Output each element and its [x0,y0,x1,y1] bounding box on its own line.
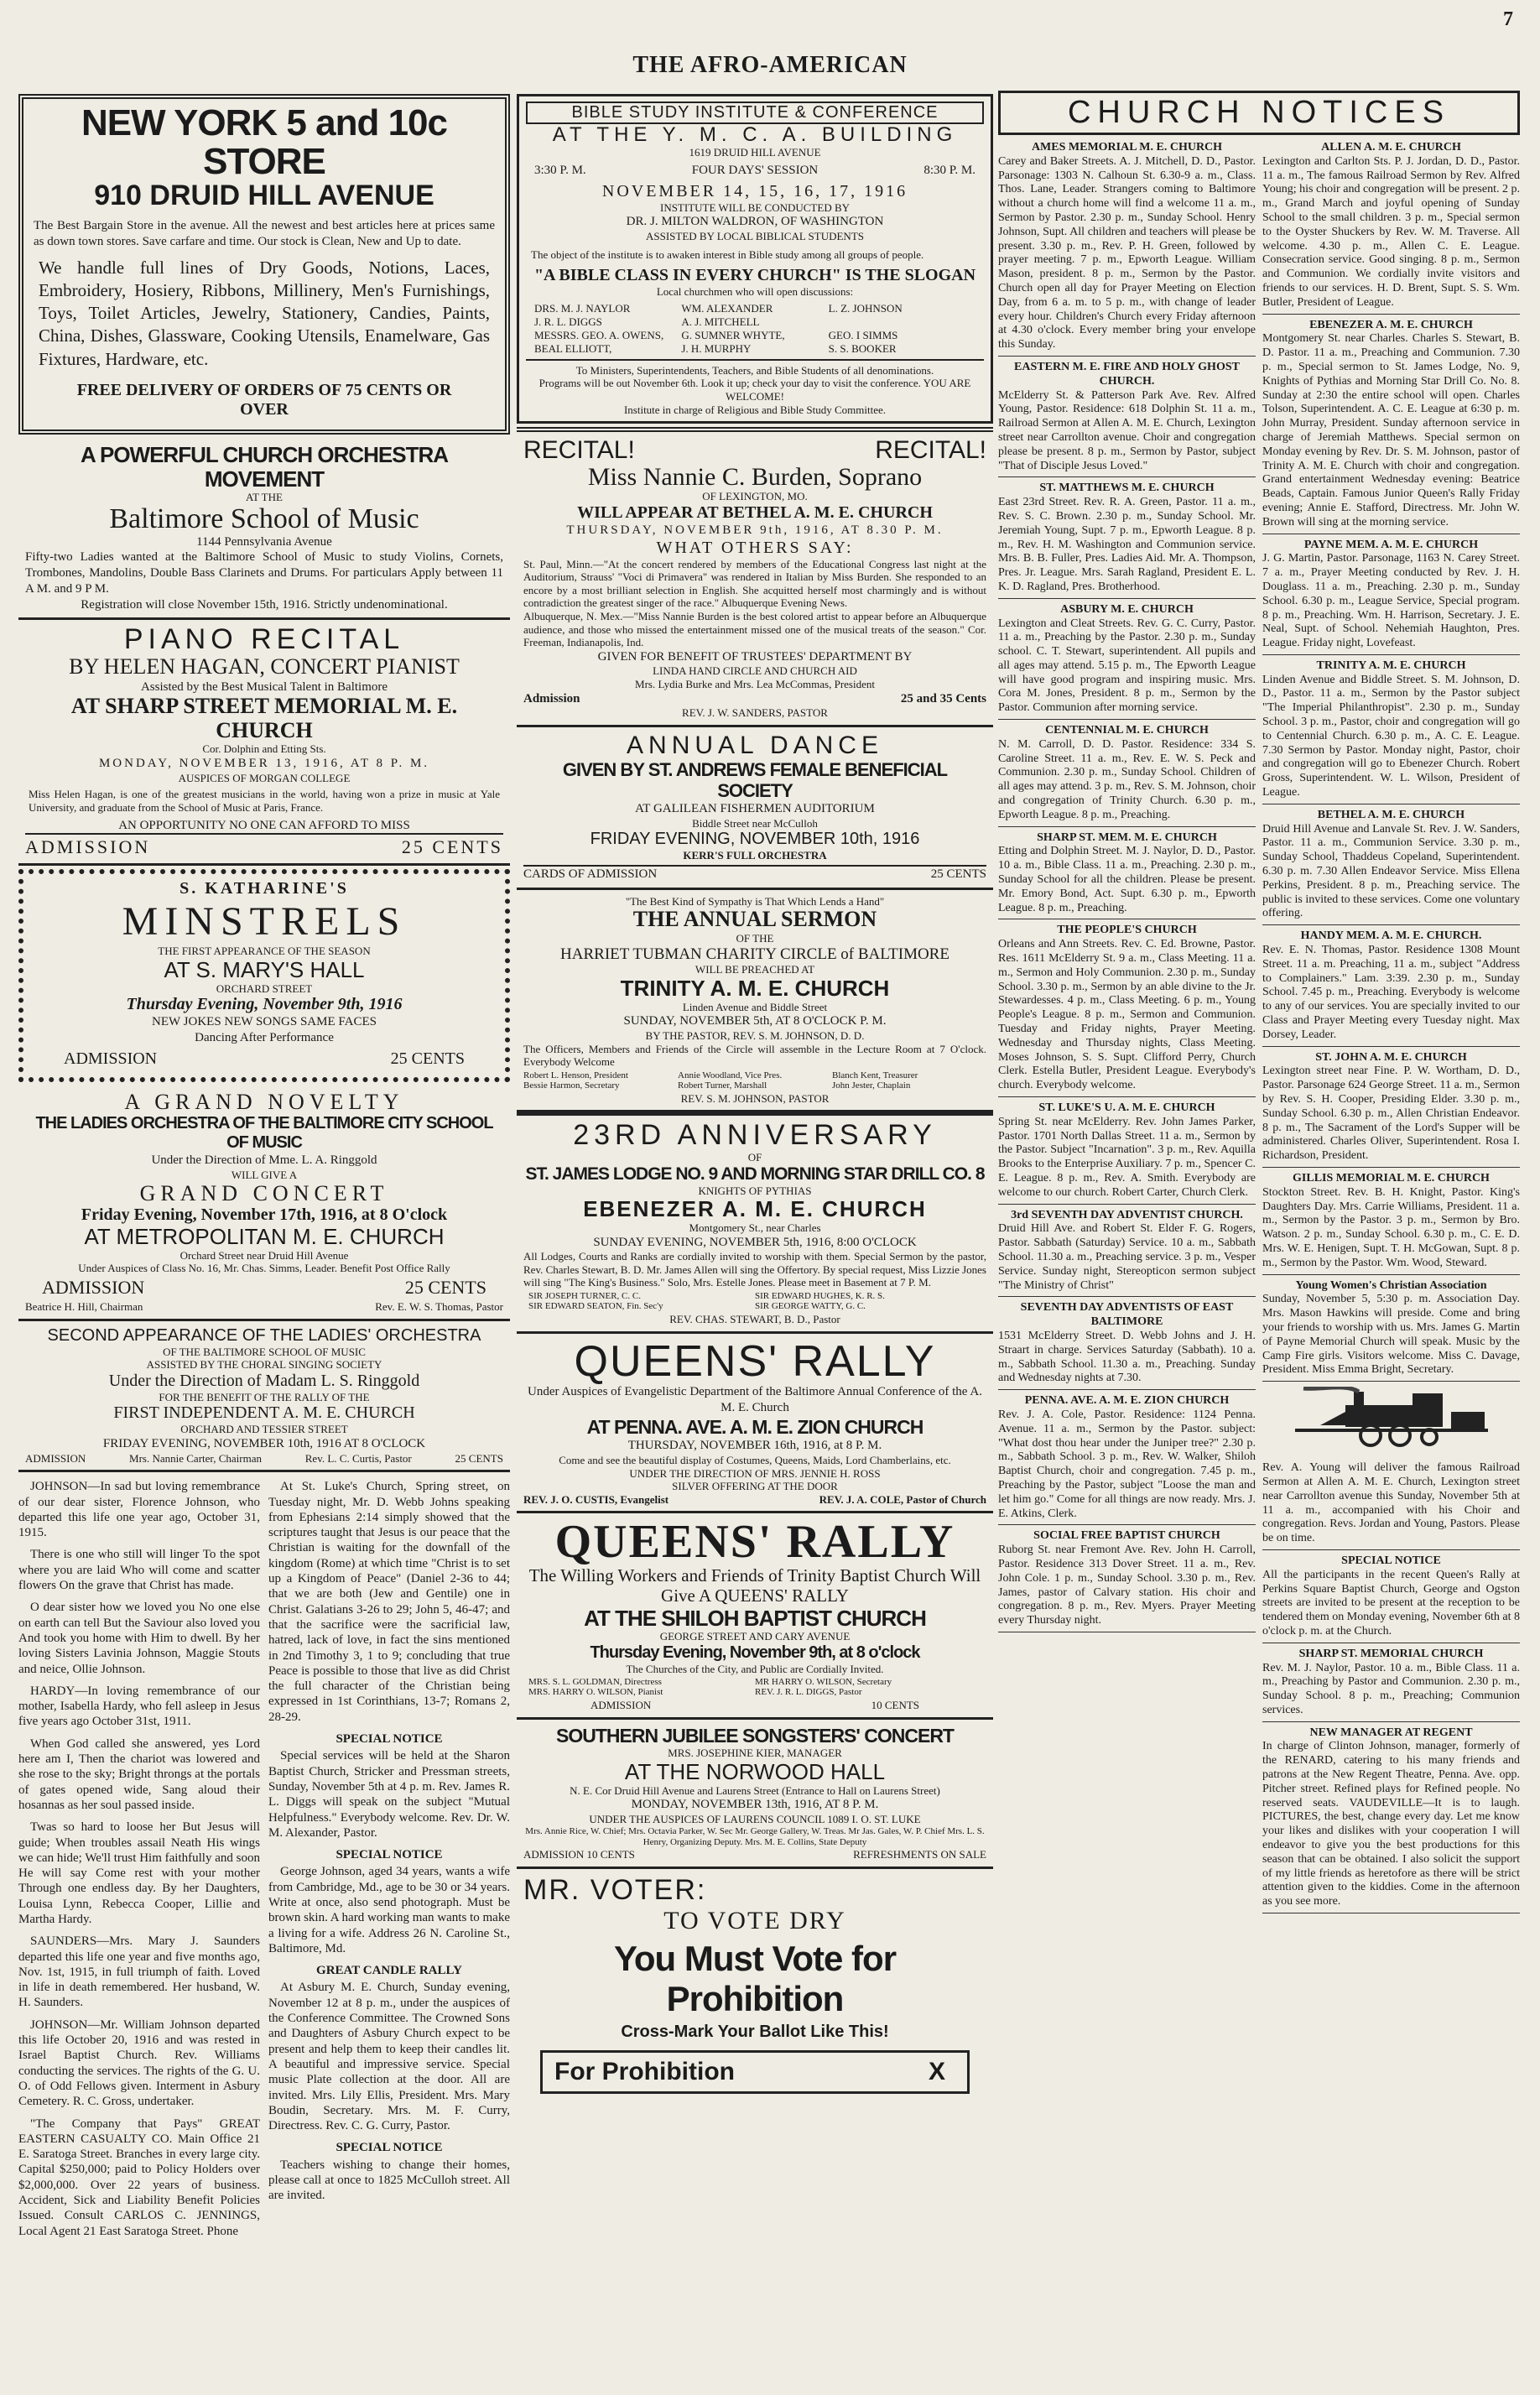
queens2-admission: ADMISSION [591,1699,652,1712]
church-body: Rev. M. J. Naylor, Pastor. 10 a. m., Bible Class. 11 a. m., Preaching by Pastor and Communion. 2.30 p. m., Sunday School. 8 p. m., Preaching; Communion services. [1262,1661,1520,1716]
novelty-direction: Under the Direction of Mme. L. A. Ringgold [151,1153,377,1168]
church-name: THE PEOPLE'S CHURCH [1057,924,1197,937]
anniversary-signature: SIR GEORGE WATTY, G. C. [755,1301,866,1312]
discussant: J. H. MURPHY [681,341,752,355]
discussant: GEO. I SIMMS [828,328,898,341]
second-date: FRIDAY EVENING, NOVEMBER 10th, 1916 AT 8 O'CLOCK [102,1436,426,1450]
recital-others: WHAT OTHERS SAY: [656,538,854,557]
novelty-concert: GRAND CONCERT [139,1180,389,1205]
church-entry [998,921,1256,1097]
queens2-date: Thursday Evening, November 9th, at 8 o'clock [590,1643,920,1662]
anniversary-of: OF [747,1151,762,1164]
orchestra-note: Registration will close November 15th, 1916. Strictly undenominational. [81,597,448,612]
church-entry [998,721,1256,827]
obituary-paragraph: HARDY—In loving remembrance of our mother, Isabella Hardy, who fell asleep in Jesus five years ago October 31st, 1911. [18,1684,260,1729]
queens2-churches: The Churches of the City, and Public are Cordially Invited. [626,1662,884,1675]
church-entry [998,138,1256,357]
queens2-street: GEORGE STREET AND CARY AVENUE [659,1630,851,1643]
sermon-street: Linden Avenue and Biddle Street [682,1000,828,1013]
church-notices-left [998,138,1256,1915]
jubilee-admission: ADMISSION 10 CENTS [523,1847,635,1861]
orchestra-body: Fifty-two Ladies wanted at the Baltimore School of Music to study Violins, Cornets, Trombones, Mandolins, Double Bass Clarinets and Drums. For particulars Apply between 11 A M. and 9 P M. [25,550,503,596]
obituary-paragraph: SAUNDERS—Mrs. Mary J. Saunders departed this life one year and five months ago, Nov. 1st, 1915, in full triumph of faith. Loved in life in death remembered. Her husband, W. H. Saunders. [18,1934,260,2010]
minstrels-title: MINSTRELS [122,899,407,945]
sermon-quote: "The Best Kind of Sympathy is That Which Lends a Hand" [625,894,885,908]
obituary-paragraph: JOHNSON—In sad but loving remembrance of our dear sister, Florence Johnson, who departed this life one year ago, October 31, 1915. [18,1480,260,1540]
minstrels-first: THE FIRST APPEARANCE OF THE SEASON [158,945,371,958]
recital-name: Miss Nannie C. Burden, Soprano [587,462,923,491]
queens2-title: QUEENS' RALLY [554,1516,955,1569]
church-notices-right [1262,138,1520,1915]
piano-venue: AT SHARP STREET MEMORIAL M. E. CHURCH [70,694,458,742]
orchestra-at: AT THE [246,491,283,504]
discussant [829,315,976,329]
bible-title: BIBLE STUDY INSTITUTE & CONFERENCE [526,102,984,124]
sermon-signature: John Jester, Chaplain [832,1080,911,1091]
second-chair: Mrs. Nannie Carter, Chairman [129,1451,262,1465]
novelty-title: A GRAND NOVELTY [124,1089,404,1114]
church-entry [1262,138,1520,315]
queens2-signature: MRS. S. L. GOLDMAN, Directress [528,1677,662,1688]
church-entry [998,358,1256,477]
church-name: PAYNE MEM. A. M. E. CHURCH [1303,538,1479,551]
queens-evangelist: REV. J. O. CUSTIS, Evangelist [523,1492,669,1506]
church-body: Etting and Dolphin Street. M. J. Naylor, D. D., Pastor. 10 a. m., Bible Class. 11 a. m., Preaching. 2.30 p. m., Sunday School for all the children. Please be present. Mr. Emory Bond, Act. Supt. 6.30 p. m., Epworth League. 8 p. m., Preaching. [998,845,1256,914]
second-school: OF THE BALTIMORE SCHOOL OF MUSIC [163,1345,366,1358]
queens-come: Come and see the beautiful display of Costumes, Queens, Maids, Lord Chamberlains, etc. [559,1453,951,1466]
piano-corner: Cor. Dolphin and Etting Sts. [202,742,326,756]
church-name: 3rd SEVENTH DAY ADVENTIST CHURCH. [1011,1208,1243,1221]
church-entry [1262,657,1520,804]
bible-local: Local churchmen who will open discussions: [656,285,854,299]
church-body: Linden Avenue and Biddle Street. S. M. Johnson, D. D., Pastor. 11 a. m., Sermon by the Pastor subject "The Imperial Philanthropist". 2.30 p. m., Sunday School. 3 p. m., Pastor, choir and congregation will go to Centennial Church. 6.30 p. m., A. C. E. League. 7.30 Sermon by Pastor. Monday night, Pastor, choir and congregation will go to Ebenezer Church. Robert Gross, Superintendent. W. L. Wilson, President of League. [1262,673,1520,799]
column-2 [517,91,993,2377]
discussant: MESSRS. GEO. A. OWENS, [534,328,664,341]
anniversary-signature: SIR JOSEPH TURNER, C. C. [528,1291,641,1302]
recital-pastor: REV. J. W. SANDERS, PASTOR [682,706,828,720]
church-body: Lexington and Carlton Sts. P. J. Jordan, D. D., Pastor. 11 a. m., The famous Railroad Sermon by Rev. Alfred Young; his choir and congregation will be present. 2 p. m., Grand March and joyful opening of Sunday School to the small children. 3 p. m., Special sermon to the Oyster Shuckers by Rev. W. M. Traverse. All welcome. 4.30 p. m., Allen C. E. League. Consecration service. Good singing. 8 p. m., Sermon and Communion. We cordially invite visitors and friends to our services. H. D. Brent, Supt. S. S. Wm. Butler, President of League. [1262,154,1520,309]
church-name: EASTERN M. E. FIRE AND HOLY GHOST CHURCH. [1014,360,1240,388]
obituary-paragraph: O dear sister how we loved you No one else on earth can tell But the Saviour also loved you And took you home with Him to dwell. By her loving Sisters Lavinia Johnson, Maggie Stouts and neice, Ollie Johnson. [18,1601,260,1676]
piano-opportunity: AN OPPORTUNITY NO ONE CAN AFFORD TO MISS [118,818,410,832]
anniversary-date: SUNDAY EVENING, NOVEMBER 5th, 1916, 8:00 O'CLOCK [593,1235,917,1249]
dance-price: 25 CENTS [930,867,986,882]
recital-date: THURSDAY, NOVEMBER 9th, 1916, AT 8.30 P. M. [566,523,944,537]
minstrels-admission: ADMISSION [64,1049,158,1068]
voter-cross: Cross-Mark Your Ballot Like This! [621,2022,889,2041]
dance-at: AT GALILEAN FISHERMEN AUDITORIUM [635,802,875,816]
piano-title: PIANO RECITAL [123,623,405,656]
discussant: S. S. BOOKER [828,341,897,355]
church-body: Orleans and Ann Streets. Rev. C. Ed. Browne, Pastor. Res. 1611 McElderry St. 9 a. m., Class Meeting. 11 a. m., Sermon and Holy Communion. 2.30 p. m., Sunday School. 3.30 p. m., Sermon by an able divine to the Jr. Stewardesses. 4 p. m., Class Meeting. 6 p. m., Young People's League. 8 p. m., Sermon and Communion. Tuesday and Friday nights, Prayer Meeting. Wednesday and Thursday nights, Class Meeting. Moses Johnson, S. S. Supt. Clifford Perry, Church Clerk. Estella Butler, President League. Everybody's church. Everybody welcome. [998,938,1256,1092]
church-body: All the participants in the recent Queen's Rally at Perkins Square Baptist Church, George and Ogston streets are invited to be present at the reception to be tendered them on Monday evening, November 6th at 8 o'clock p. m. at the Church. [1262,1568,1520,1637]
discussant: J. R. L. DIGGS [534,315,602,328]
recital-admission: Admission [523,691,580,705]
church-name: TRINITY A. M. E. CHURCH [1316,659,1466,672]
grand-novelty-ad [18,1086,510,1321]
sermon-church: TRINITY A. M. E. CHURCH [620,976,890,1002]
church-name: SHARP ST. MEM. M. E. CHURCH [1037,830,1217,844]
obituary-paragraph: There is one who still will linger To the spot where you are laid Who will come and scatter flowers On the grave that Christ has made. [18,1548,260,1593]
obituary-paragraph: JOHNSON—Mr. William Johnson departed this life October 20, 1916 and was rested in Israel Baptist Church. Rev. Williams conducting the services. The rights of the G. U. O. of Odd Fellows given. Interment in Asbury Cemetery. R. C. Gross, undertaker. [18,2018,260,2109]
bible-session: FOUR DAYS' SESSION [691,163,819,177]
sermon-by: BY THE PASTOR, REV. S. M. JOHNSON, D. D. [645,1028,865,1042]
column-1 [18,91,510,2377]
second-pastor: Rev. L. C. Curtis, Pastor [304,1451,412,1465]
bible-to: To Ministers, Superintendents, Teachers, and Bible Students of all denominations. [575,363,934,377]
church-entry [1262,927,1520,1046]
minstrels-new: NEW JOKES NEW SONGS SAME FACES [152,1015,377,1029]
novelty-ladies: THE LADIES ORCHESTRA OF THE BALTIMORE CITY SCHOOL OF MUSIC [35,1114,493,1153]
church-body: Lexington and Cleat Streets. Rev. G. C. Curry, Pastor. 11 a. m., Preaching by the Pastor. 2.30 p. m., Sunday school. C. T. Stewart, superintendent. All pupils and all ages may attend. 5.15 p. m., The Epworth League will have good program and inspiring music. Mrs. Cora M. Jones, President. 8 p. m., Sermon by the Pastor. Communion after morning service. [998,617,1256,715]
church-body: Ruborg St. near Fremont Ave. Rev. John H. Carroll, Pastor. Residence 313 Dover Street. 11 a. m., Rev. John Cole. 1 p. m., Sunday School. 3.30 p. m., Rev. James, pastor of Calvary station. His choir and congregation. 8 p. m., Rev. Myers. Prayer Meeting every Thursday night. [998,1544,1256,1627]
church-body: East 23rd Street. Rev. R. A. Green, Pastor. 11 a. m., Rev. S. C. Brown. 2.30 p. m., Sunday School. Mr. Jeremiah Young, Supt. 7 p. m., Epworth League. 8 p. m., Rev. H. M. Washington and Communion service. Mrs. B. B. Fuller, Pres. Ladies Aid. Mr. A. Thompson, Pres. Jr. League. Mrs. Sarah Ragland, President E. L. K. D. Ragland, Pres. Brotherhood. [998,496,1256,593]
queens-rally-zion-ad [517,1334,993,1514]
church-name: GILLIS MEMORIAL M. E. CHURCH [1293,1171,1490,1184]
church-name: SHARP ST. MEMORIAL CHURCH [1298,1647,1484,1660]
queens-title: QUEENS' RALLY [574,1336,936,1386]
church-entry [998,1099,1256,1205]
church-entry [998,1527,1256,1632]
insurance-ad: "The Company that Pays" GREAT EASTERN CASUALTY CO. Main Office 21 E. Saratoga Street. Branches in every large city. Capital $250,000; paid to Policy Holders over $2,000,000. Over 22 years of business. Accident, Sick and Liability Benefit Policies Issued. Consult CARLOS C. JENNINGS, Local Agent 21 East Saratoga Street. Phone [18,2116,260,2238]
queens-venue: AT PENNA. AVE. A. M. E. ZION CHURCH [586,1415,923,1438]
novelty-venue: AT METROPOLITAN M. E. CHURCH [84,1224,445,1250]
voter-ad [517,1869,993,2107]
discussant: DRS. M. J. NAYLOR [534,301,631,315]
recital-from: OF LEXINGTON, MO. [702,490,808,503]
candle-rally-heading: GREAT CANDLE RALLY [316,1964,462,1978]
recital-circle: LINDA HAND CIRCLE AND CHURCH AID [653,664,857,678]
queens-offering: SILVER OFFERING AT THE DOOR [672,1480,838,1493]
sermon-signature: Blanch Kent, Treasurer [832,1070,918,1080]
church-name: SEVENTH DAY ADVENTISTS OF EAST BALTIMORE [1020,1301,1234,1329]
recital-quote: Albuquerque, N. Mex.—"Miss Nannie Burden is the best colored artist to appear before an Albuquerque audience, and those who missed the entertainment missed one of the musical treats of the season." Cor. Freeman, Indianapolis, Ind. [523,609,986,649]
church-name: SOCIAL FREE BAPTIST CHURCH [1033,1529,1220,1543]
obituary-left [18,1479,260,2246]
church-name: NEW MANAGER AT REGENT [1309,1726,1473,1739]
sermon-rev: REV. S. M. JOHNSON, PASTOR [680,1091,830,1105]
recital-appear: WILL APPEAR AT BETHEL A. M. E. CHURCH [577,502,933,522]
piano-date: MONDAY, NOVEMBER 13, 1916, AT 8 P. M. [98,757,430,771]
church-entry [1262,1169,1520,1275]
teacher-notice: Teachers wishing to change their homes, please call at once to 1825 McCulloh street. All are invited. [268,2158,510,2203]
queens-pastor: REV. J. A. COLE, Pastor of Church [819,1492,986,1506]
piano-price: 25 CENTS [401,836,503,858]
minstrels-price: 25 CENTS [390,1049,465,1068]
bible-assisted: ASSISTED BY LOCAL BIBLICAL STUDENTS [645,230,864,243]
novelty-chair: Beatrice H. Hill, Chairman [25,1299,143,1313]
bible-conducted: INSTITUTE WILL BE CONDUCTED BY [659,200,851,214]
bible-address: 1619 DRUID HILL AVENUE [689,146,821,159]
discussant: L. Z. JOHNSON [828,301,903,315]
church-name: CENTENNIAL M. E. CHURCH [1045,724,1209,737]
masthead: THE AFRO-AMERICAN [632,52,908,78]
store-ad [18,94,510,435]
second-assisted: ASSISTED BY THE CHORAL SINGING SOCIETY [146,1358,382,1372]
church-entry [1262,1277,1520,1382]
church-name: AMES MEMORIAL M. E. CHURCH [1031,141,1223,154]
anniversary-lodge: ST. JAMES LODGE NO. 9 AND MORNING STAR DRILL CO. 8 [525,1164,985,1184]
store-body: We handle full lines of Dry Goods, Notions, Laces, Embroidery, Hosiery, Ribbons, Millinery, Men's Furnishings, Toys, Toilet Articles, Jewelry, Stationery, Candies, Paints, China, Dishes, Glassware, Cooking Utensils, Enamelware, Gas Fixtures, Hardware, etc. [39,257,490,369]
special-notice: Special services will be held at the Sharon Baptist Church, Stricker and Pressman streets, Sunday, November 5th at 4 p. m. Rev. James R. L. Diggs will speak on the subject "Mutual Helpfulness." Everybody welcome. Rev. Dr. W. M. Alexander, Pastor. [268,1749,510,1840]
bible-slogan: "A BIBLE CLASS IN EVERY CHURCH" IS THE SLOGAN [533,266,976,285]
church-notices-band: CHURCH NOTICES [998,91,1520,135]
second-street: ORCHARD AND TESSIER STREET [180,1423,348,1436]
church-name: ASBURY M. E. CHURCH [1060,602,1194,616]
sermon-signature: Bessie Harmon, Secretary [523,1080,620,1091]
sermon-circle: HARRIET TUBMAN CHARITY CIRCLE of BALTIMORE [560,945,949,963]
voter-title: MR. VOTER: [523,1873,707,1906]
church-name: ST. LUKE'S U. A. M. E. CHURCH [1038,1101,1215,1114]
sermon-will: WILL BE PREACHED AT [695,963,815,976]
sermon-title: THE ANNUAL SERMON [632,907,877,932]
orchestra-school: Baltimore School of Music [109,502,419,534]
novelty-pastor: Rev. E. W. S. Thomas, Pastor [375,1299,503,1313]
discussant: BEAL ELLIOTT, [534,341,612,355]
minstrels-hall: AT S. MARY'S HALL [164,956,365,982]
novelty-street: Orchard Street near Druid Hill Avenue [179,1248,349,1262]
church-entry [1262,1645,1520,1722]
dance-orchestra: KERR'S FULL ORCHESTRA [683,849,827,862]
bible-programs: Programs will be out November 6th. Look it up; check your day to visit the conference. YOU ARE WELCOME! [538,377,971,404]
dance-by: GIVEN BY ST. ANDREWS FEMALE BENEFICIAL SOCIETY [562,758,948,801]
church-entry [1262,1049,1520,1168]
recital-quote: St. Paul, Minn.—"At the concert rendered by members of the Educational Congress last night at the Auditorium, Strauss' "Voci di Primavera" was rendered in Italian by Miss Burden. She responded to an encore by a most brilliant selection in English. She acquitted herself most charmingly and is without contradiction the greatest singer of the race." Albuquerque Evening News. [523,557,986,610]
church-body: Rev. A. Young will deliver the famous Railroad Sermon at Allen A. M. E. Church, Lexington street near Carrollton avenue this Sunday, November 5th at 11 a. m., accompanied with his Choir and congregation. Revs. Jordan and Young, Pastors. Please be on time. [1262,1461,1520,1545]
church-entry [1262,316,1520,534]
queens-direction: UNDER THE DIRECTION OF MRS. JENNIE H. ROSS [629,1466,881,1480]
church-body: Stockton Street. Rev. B. H. Knight, Pastor. King's Daughters Day. Mrs. Carrie Williams, President. 11 a. m., Sermon by the Pastor. 3 p. m., Sermon by Bro. Watson. 2 p. m., Sunday School. 6.30 p. m., C. E. D. Mrs. W. E. Henigen, Supt. T. H. McGowan, Supt. 8 p. m., Sermon by the Pastor. Wm. Wood, Steward. [1262,1185,1520,1269]
jubilee-concert-ad [517,1720,993,1869]
orchestra-address: 1144 Pennsylvania Avenue [196,534,332,549]
anniversary-pastor: REV. CHAS. STEWART, B. D., Pastor [669,1313,840,1326]
recital-price: 25 and 35 Cents [900,691,986,705]
store-intro: The Best Bargain Store in the avenue. All the newest and best articles here at prices same as down town stores. Save carfare and time. Our stock is Clean, New and Up to date. [34,219,495,248]
minstrels-ad [18,869,510,1081]
bible-leader: DR. J. MILTON WALDRON, OF WASHINGTON [626,215,884,229]
church-body: McElderry St. & Patterson Park Ave. Rev. Alfred Young, Pastor. Residence: 618 Dolphin St. 11 a. m., Railroad Sermon at Allen A. M. E. Church, Lexington street near Carrollton avenue. Choir and congregation please be present. 8 p. m., Sermon by Pastor, subject "That of Disciple Jesus Loved." [998,388,1256,472]
queens2-venue: AT THE SHILOH BAPTIST CHURCH [584,1605,926,1631]
novelty-date: Friday Evening, November 17th, 1916, at 8 O'clock [81,1205,448,1225]
bible-discussants [534,302,976,356]
queens2-price: 10 CENTS [871,1699,919,1712]
sermon-report: At St. Luke's Church, Spring street, on Tuesday night, Mr. D. Webb Johns speaking from Ephesians 2:14 simply showed that the scriptures taught that Jesus is our peace that the Christian is waiting for the downfall of the kingdom (Rome) at which time "Christ is to set up a Kingdom of Peace" (Daniel 2-36 to 44; that we are both (Jew and Gentile) one in Christ. Galatians 3-26 to 29; John 5, 46-47; and that the sacrifice were the sacrificial law, hatred, lack of love, in fact the sins mentioned in 2nd Timothy 3, 1 to 9; concluding that true Peace is possible to those that live as did Christ the full character of the Christian being expressed in 1st Corinthians, 13-7; Romans 2, 28-29. [268,1480,510,1724]
novelty-price: 25 CENTS [404,1276,486,1298]
dance-date: FRIDAY EVENING, NOVEMBER 10th, 1916 [590,830,920,849]
church-body: Carey and Baker Streets. A. J. Mitchell, D. D., Pastor. Parsonage: 1303 N. Calhoun St. 6.30-9 a. m., Class. Thos. Lane, Leader. Strangers coming to Baltimore without a church home will find a welcome 11 a. m., Sermon by Pastor. 2.30 p. m., Sunday School. Henry Johnson, Supt. All children and teachers will please be present. 3.30 p. m., Rev. P. H. Green, followed by prayer meeting. 7 p. m., Epworth League. William Mason, president. 8 p. m., Sermon by the Pastor. Church open all day for Prayer Meeting on Election Day, from 6 a. m. to 5 p. m., with change of leader every hour. Children's Church every Friday afternoon at 4.30 o'clock. Every member bring your envelope this Sunday. [998,154,1256,351]
piano-recital-ad [18,620,510,866]
sermon-date: SUNDAY, NOVEMBER 5th, AT 8 O'CLOCK P. M. [623,1014,887,1028]
special-notice: George Johnson, aged 34 years, wants a wife from Cambridge, Md., age to be 30 or 34 years. Write at once, also send photograph. Must be brown skin. A hard working man wants to make a living for a wife. Address 26 N. Caroline St., Baltimore, Md. [268,1865,510,1955]
anniversary-signature: SIR EDWARD HUGHES, K. R. S. [755,1291,885,1302]
obituary-paragraph: When God called she answered, yes Lord here am I, Then the chariot was lowered and she rose to the sky; Bright throngs at the portals of gates opened wide, Sang aloud their hosannas as her soul passed inside. [18,1736,260,1812]
church-entry [998,1392,1256,1525]
church-entry [1262,1552,1520,1643]
special-notice-heading: SPECIAL NOTICE [336,1732,443,1747]
queens2-signature: MR HARRY O. WILSON, Secretary [755,1677,892,1688]
voter-must: You Must Vote for Prohibition [613,1938,897,2018]
church-entry [998,479,1256,598]
second-price: 25 CENTS [455,1451,503,1465]
ballot-label: For Prohibition [554,2057,735,2085]
sermon-signature: Robert L. Henson, President [523,1070,628,1080]
candle-rally: At Asbury M. E. Church, Sunday evening, November 12 at 8 p. m., under the auspices of the Conference Committee. The Crowned Sons and Daughters of Asbury Church expect to be present and help them to keep their candles lit. A beautiful and impressive service. Special music Plate collection at the door. All are invited. Mrs. Lily Ellis, President. Mrs. Mary Boudin, Secretary. Mrs. M. F. Curry, Directress. Rev. C. G. Curry, Pastor. [268,1981,510,2133]
anniversary-title: 23RD ANNIVERSARY [573,1119,937,1152]
church-name: ST. MATTHEWS M. E. CHURCH [1039,482,1215,495]
page-number: 7 [1503,8,1513,30]
sermon-officers: The Officers, Members and Friends of the Circle will assemble in the Lecture Room at 7 O'clock. Everybody Welcome [523,1042,986,1069]
recital-left: RECITAL! [523,436,635,465]
recital-mrs: Mrs. Lydia Burke and Mrs. Lea McCommas, President [635,678,875,691]
jubilee-manager: MRS. JOSEPHINE KIER, MANAGER [668,1747,842,1760]
church-name: SPECIAL NOTICE [1341,1554,1441,1567]
church-entry [998,1206,1256,1298]
sermon-signature: Annie Woodland, Vice Pres. [678,1070,783,1080]
annual-sermon-ad [517,890,993,1113]
novelty-give: WILL GIVE A [231,1168,298,1181]
recital-benefit: GIVEN FOR BENEFIT OF TRUSTEES' DEPARTMENT BY [597,649,913,664]
piano-body: Miss Helen Hagan, is one of the greatest musicians in the world, having won a prize in music at Yale University, and graduate from the School of Music at Paris, France. [29,788,500,815]
recital-right: RECITAL! [875,436,986,465]
queens-date: THURSDAY, NOVEMBER 16th, 1916, at 8 P. M. [627,1439,882,1453]
notices-right [268,1479,510,2246]
bible-left-time: 3:30 P. M. [534,163,586,177]
church-notices [998,138,1520,1915]
queens2-signature: REV. J. R. L. DIGGS, Pastor [755,1687,862,1698]
dance-street: Biddle Street near McCulloh [692,816,818,830]
jubilee-refresh: REFRESHMENTS ON SALE [853,1847,986,1861]
church-body: Montgomery St. near Charles. Charles S. Stewart, B. D. Pastor. 11 a. m., Preaching and Communion. 7.30 p. m., Special sermon to St. James Lodge, No. 9, Knights of Pythias and Morning Star Drill Co. No. 8. Sunday at 2:30 the entire school will open. Charles Tolson, Superintendent. A. C. E. League at 6:30 p. m. John Murray, President. Sunday afternoon service in charge of Jeremiah Matthews. Special sermon on Monday evening by Rev. Dr. S. M. Johnson, pastor of Trinity A. M. E. Church with choir and congregation. Grand entertainment Wednesday evening: Beatrice Beads, Captain. Famous Junior Queen's Rally Friday evening; Annie E. Stafford, Directress. Mr. John W. Brown will sing at the morning service. [1262,332,1520,528]
queens2-signature: MRS. HARRY O. WILSON, Pianist [528,1687,663,1698]
queens-under: Under Auspices of Evangelistic Department of the Baltimore Annual Conference of the A. M. E. Church [528,1385,982,1414]
anniversary-street: Montgomery St., near Charles [689,1221,821,1234]
sermon-signature: Robert Turner, Marshall [678,1080,767,1091]
piano-admission: ADMISSION [25,836,151,858]
second-appearance-ad [18,1321,510,1473]
jubilee-street: N. E. Cor Druid Hill Avenue and Laurens Street (Entrance to Hall on Laurens Street) [570,1783,940,1797]
church-body: J. G. Martin, Pastor. Parsonage, 1163 N. Carey Street. 7 a. m., Prayer Meeting conducted by Rev. J. H. Douglass. 11 a. m., Preaching. 2.30 p. m., Sunday School. 6.30 p. m., League Service, Special program. 8 p. m., Preaching. Wm. H. Harrison, Secretary. J. E. Neal, Supt. of School. Nehemiah Haughton, Pres. League. Friday night, Lovefeast. [1262,552,1520,650]
jubilee-signatures: Mrs. Annie Rice, W. Chief; Mrs. Octavia Parker, W. Sec Mr. George Gallery, W. Treas. Mr Jas. Gales, W. P. Chief Mrs. L. S. Henry, Organizing Deputy. Mrs. M. E. Collins, State Deputy [525,1825,985,1847]
church-name: Young Women's Christian Association [1295,1278,1487,1292]
church-body: 1531 McElderry Street. D. Webb Johns and J. H. Straart in charge. Services Saturday (Sabbath). 10 a. m., Sabbath School. 11.30 a. m., Preaching. Sunday and Wednesday nights at 7.30. [998,1329,1256,1385]
bible-right-time: 8:30 P. M. [923,163,976,177]
church-entry [1262,806,1520,925]
church-body: Spring St. near McElderry. Rev. John James Parker, Pastor. 1701 North Dallas Street. 11 a. m., Sermon by the Pastor. Subject "Incarnation". 3 p. m., Rev. Aquilla Brooks to the Enterprise Auxiliary. 7 p. m., Spencer C. E. League. 8 p. m., Rev. A. Smith. Everybody are welcome to our church. Robert Carter, Church Clerk. [998,1115,1256,1199]
bible-charge: Institute in charge of Religious and Bible Study Committee. [623,403,887,416]
church-body: Druid Hill Avenue and Lanvale St. Rev. J. W. Sanders, Pastor. 11 a. m., Communion Service. 3.30 p. m., Sunday School, Thaddeus Copeland, Superintendent. 6.30 p. m. 7.30 Allen Endeavor Service. Miss Ellena Perkins, President. 8 p. m., Preaching service. The public is invited to these services. Come one voluntary offering. [1262,822,1520,920]
orchestra-ad [18,438,510,620]
orchestra-headline: A POWERFUL CHURCH ORCHESTRA MOVEMENT [80,442,449,492]
church-entry [998,601,1256,720]
special-notice-heading: SPECIAL NOTICE [336,1848,443,1862]
jubilee-title: SOUTHERN JUBILEE SONGSTERS' CONCERT [556,1724,954,1747]
discussant: A. J. MITCHELL [681,315,760,328]
anniversary-knights: KNIGHTS OF PYTHIAS [698,1184,812,1197]
dance-cards: CARDS OF ADMISSION [523,867,658,882]
piano-auspices: AUSPICES OF MORGAN COLLEGE [178,771,351,784]
ballot-mark: X [928,2057,945,2085]
minstrels-dancing: Dancing After Performance [195,1030,334,1044]
church-name: EBENEZER A. M. E. CHURCH [1309,318,1473,331]
church-name: PENNA. AVE. A. M. E. ZION CHURCH [1024,1394,1230,1408]
church-entry [1262,536,1520,655]
church-entry [1262,1459,1520,1550]
discussant: WM. ALEXANDER [681,301,773,315]
column-3 [998,91,1520,2377]
church-name: HANDY MEM. A. M. E. CHURCH. [1300,929,1482,943]
church-body: Druid Hill Ave. and Robert St. Elder F. G. Rogers, Pastor. Sabbath (Saturday) Service. 10 a. m., Sabbath School. 11.30 a. m., Preaching service. 3 p. m., Vesper Service. Sunday night, Stereopticon sermon subject "The Ministry of Christ" [998,1222,1256,1292]
locomotive-icon [1287,1387,1496,1454]
minstrels-street: ORCHARD STREET [216,981,313,995]
church-body: Rev. E. N. Thomas, Pastor. Residence 1308 Mount Street. 11 a. m. Preaching, 11 a. m., subject "Address to Complainers." Lam. 3:39. 2.30 p. m., Sunday School. 7.45 p. m., Preaching. Everybody is welcome to any of our services. You are specially invited to our Class and Prayer Meeting every Tuesday night. Max Dorsey, Leader. [1262,944,1520,1041]
queens-rally-shiloh-ad [517,1513,993,1720]
store-address: 910 DRUID HILL AVENUE [94,180,434,212]
novelty-auspices: Under Auspices of Class No. 16, Mr. Chas. Simms, Leader. Benefit Post Office Rally [78,1262,450,1275]
store-title: NEW YORK 5 and 10c STORE [81,102,447,183]
jubilee-date: MONDAY, NOVEMBER 13th, 1916, AT 8 P. M. [631,1798,879,1812]
minstrels-church: S. KATHARINE'S [179,879,349,898]
church-body: Rev. J. A. Cole, Pastor. Residence: 1124 Penna. Avenue. 11 a. m., Sermon by the Pastor. subject: "What dost thou hear under the Juniper tree?" 2.30 p. m., Sabbath School. 3 p. m., Rev. W. Walker, Shiloh Baptist Church, choir and congregation. 7.45 p. m., Preaching by the Pastor, subject "Loose the man and let him go." Come for all things are now ready. Mrs. J. E. Atkins, Clerk. [998,1408,1256,1520]
jubilee-hall: AT THE NORWOOD HALL [624,1759,886,1784]
special-notice-heading: SPECIAL NOTICE [336,2141,443,2155]
dance-title: ANNUAL DANCE [627,732,883,760]
obituary-columns [18,1479,510,2246]
second-benefit: FOR THE BENEFIT OF THE RALLY OF THE [159,1390,370,1403]
jubilee-under: UNDER THE AUSPICES OF LAURENS COUNCIL 1089 I. O. ST. LUKE [589,1812,921,1825]
church-body: In charge of Clinton Johnson, manager, formerly of the RENARD, catering to his many friends and patrons at the New Regent Theatre, Penna. Ave. opp. Pitcher street. Refined plays for Refined people. No reserved seats. VAUDEVILLE—It is to laugh. PICTURES, the best, change every day. Let me know your likes and dislikes with your cooperation I will endeavor to give you the best productions for this season that can be obtained. I also solicit the support of my little friends as heretofore as there will be strict attention given to the kiddies. Come in the afternoon as you see more. [1262,1740,1520,1908]
obituary-paragraph: Twas so hard to loose her But Jesus will guide; When troubles assail Neath His wings we can hide; We'll trust Him faithfully and soon He will say Come rest with your mother Through one endless day. By her Daughters, Louisa Lynn, Rebecca Cooper, Lillie and Martha Hardy. [18,1820,260,1926]
anniversary-signature: SIR EDWARD SEATON, Fin. Sec'y [528,1301,663,1312]
church-name: ST. JOHN A. M. E. CHURCH [1315,1050,1467,1064]
minstrels-date: Thursday Evening, November 9th, 1916 [126,995,403,1014]
second-direction: Under the Direction of Madam L. S. Ringgold [108,1371,420,1390]
bible-at: AT THE Y. M. C. A. BUILDING [552,123,958,146]
church-body: Sunday, November 5, 5:30 p. m. Association Day. Mrs. Mason Hawkins will preside. Come and bring your friends to worship with us. Mrs. James G. Martin of Payne Memorial Church will speak. Music by the Camp Fire girls. Visitors welcome. Miss C. Davage, President. Miss Emma Bright, Secretary. [1262,1293,1520,1377]
anniversary-church: EBENEZER A. M. E. CHURCH [583,1196,927,1222]
queens2-willing: The Willing Workers and Friends of Trinity Baptist Church Will Give A QUEENS' RALLY [528,1565,981,1606]
piano-assisted: Assisted by the Best Musical Talent in Baltimore [140,679,388,694]
church-entry [1262,1724,1520,1913]
church-name: BETHEL A. M. E. CHURCH [1317,808,1465,821]
church-entry [998,1299,1256,1390]
church-body: Lexington street near Fine. P. W. Wortham, D. D., Pastor. Parsonage 624 George Street. 11 a. m., Sermon by Rev. S. H. Cooper, Presiding Elder. 3.30 p. m., Sunday School. 6.30 p. m., Allen Christian Endeavor. 8 p. m., The Sacrament of the Lord's Supper will be administered. Charles Oliver, Superintendent. Rosa I. Richardson, President. [1262,1065,1520,1163]
piano-by: BY HELEN HAGAN, CONCERT PIANIST [69,653,460,679]
bible-dates: NOVEMBER 14, 15, 16, 17, 1916 [601,181,908,200]
voter-dry: TO VOTE DRY [663,1906,846,1934]
store-delivery: FREE DELIVERY OF ORDERS OF 75 CENTS OR OVER [76,381,452,419]
annual-dance-ad [517,727,993,890]
novelty-admission: ADMISSION [42,1276,145,1298]
church-entry [998,829,1256,920]
bible-institute-ad [517,94,993,424]
soprano-recital-ad [517,427,993,727]
anniversary-ad [517,1112,993,1333]
anniversary-body: All Lodges, Courts and Ranks are cordially invited to worship with them. Special Sermon by the pastor, Rev. Charles Stewart, B. D. Mr. James Allen will sing the Offertory. By special request, Miss Lizzie Jones will sing "The King's Business." Solo, Mrs. Estelle Jones. Please meet in Basement at 7 P. M. [523,1250,986,1289]
sermon-of: OF THE [736,931,774,945]
bible-object: The object of the institute is to awaken interest in Bible study among all groups of people. [531,247,924,261]
church-name: ALLEN A. M. E. CHURCH [1321,141,1461,154]
discussant: G. SUMNER WHYTE, [681,328,785,341]
second-title: SECOND APPEARANCE OF THE LADIES' ORCHESTRA [47,1325,481,1345]
second-admission: ADMISSION [25,1451,86,1465]
second-church: FIRST INDEPENDENT A. M. E. CHURCH [113,1403,415,1423]
church-body: N. M. Carroll, D. D. Pastor. Residence: 334 S. Caroline Street. 11 a. m., Rev. E. W. S. Peck and Communion. 2.30 p. m., Sunday School. Children of all ages may attend. 3 p. m., Rev. S. M. Johnson, choir and congregation of Trinity Church. 6.30 p. m., Epworth League. 8 p. m., Preaching. [998,737,1256,821]
